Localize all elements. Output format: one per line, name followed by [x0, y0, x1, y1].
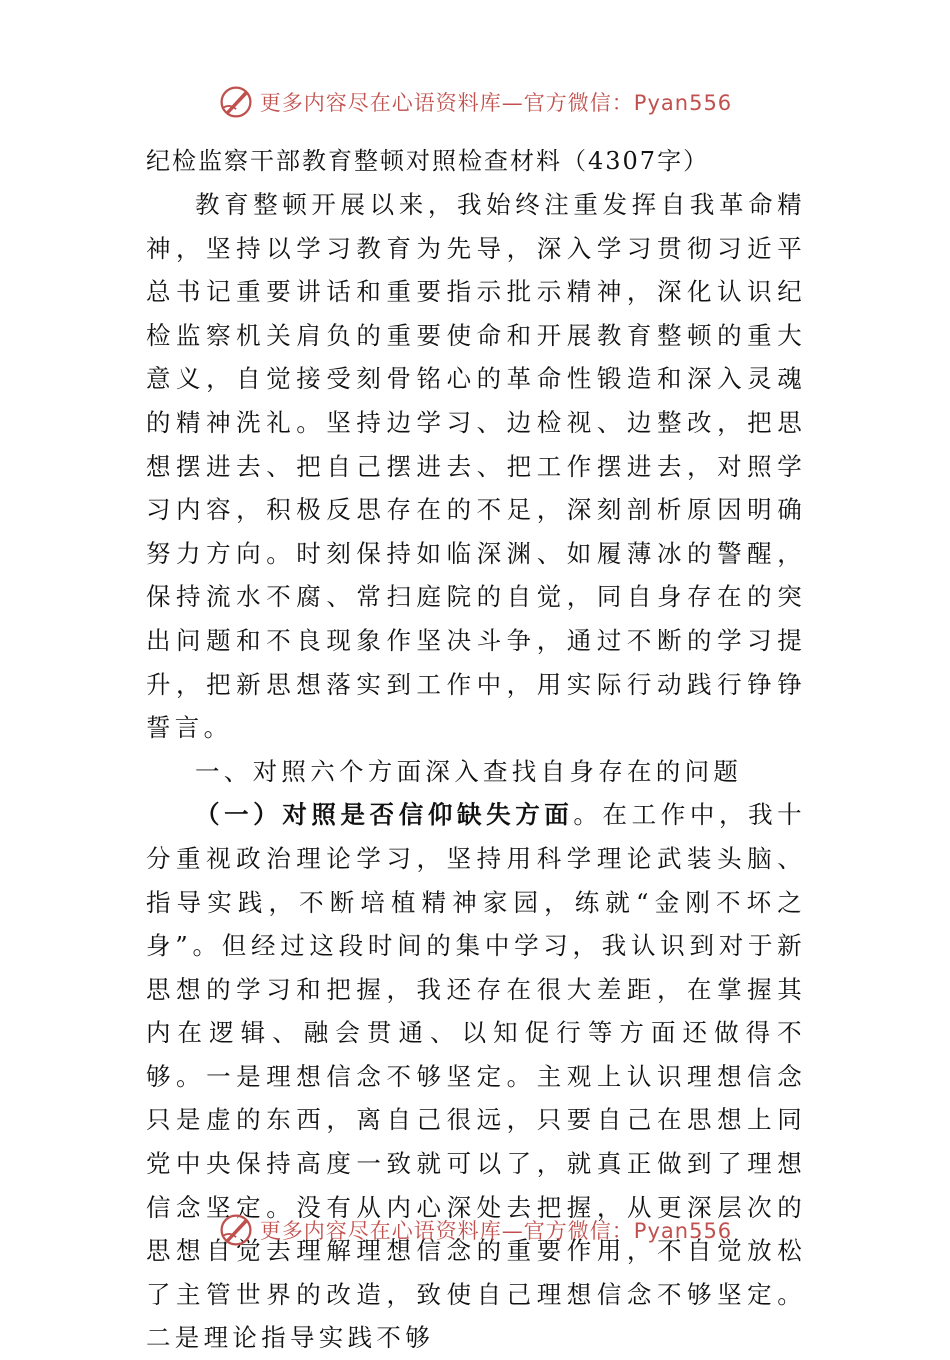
section-1-body: 。在工作中，我十分重视政治理论学习，坚持用科学理论武装头脑、指导实践，不断培植精神家园，练就“金刚不坏之身”。但经过这段时间的集中学习，我认识到对于新思想的学习和把握，我还存在很大差距，在掌握其内在逻辑、融会贯通、以知促行等方面还做得不够。一是理想信念不够坚定。主观上认识理想信念只是虚的东西，离自己很远，只要自己在思想上同党中央保持高度一致就可以了，就真正做到了理想信念坚定。没有从内心深处去把握，从更深层次的思想自觉去理解理想信念的重要作用，不自觉放松了主管世界的改造，致使自己理想信念不够坚定。二是理论指导实践不够	[146, 800, 806, 1353]
quill-logo-icon	[218, 1212, 254, 1248]
footer-watermark-text: 更多内容尽在心语资料库—官方微信：Pyan556	[259, 1219, 733, 1243]
section-1-heading: （一）对照是否信仰缺失方面	[195, 800, 574, 830]
section-heading: 一、对照六个方面深入查找自身存在的问题	[195, 756, 743, 786]
intro-paragraph: 教育整顿开展以来，我始终注重发挥自我革命精神，坚持以学习教育为先导，深入学习贯彻习近平总书记重要讲话和重要指示批示精神，深化认识纪检监察机关肩负的重要使命和开展教育整顿的重大意义，自觉接受刻骨铭心的革命性锻造和深入灵魂的精神洗礼。坚持边学习、边检视、边整改，把思想摆进去、把自己摆进去、把工作摆进去，对照学习内容，积极反思存在的不足，深刻剖析原因明确努力方向。时刻保持如临深渊、如履薄冰的警醒，保持流水不腐、常扫庭院的自觉，同自身存在的突出问题和不良现象作坚决斗争，通过不断的学习提升，把新思想落实到工作中，用实际行动践行铮铮誓言。	[146, 190, 806, 743]
document-body	[146, 140, 806, 1360]
footer-watermark-banner	[0, 1210, 950, 1250]
header-watermark-banner	[0, 82, 950, 122]
header-watermark-text: 更多内容尽在心语资料库—官方微信：Pyan556	[259, 91, 733, 115]
quill-logo-icon	[218, 84, 254, 120]
document-title: 纪检监察干部教育整顿对照检查材料（4307字）	[146, 147, 710, 175]
section-1-paragraph	[146, 793, 806, 1360]
